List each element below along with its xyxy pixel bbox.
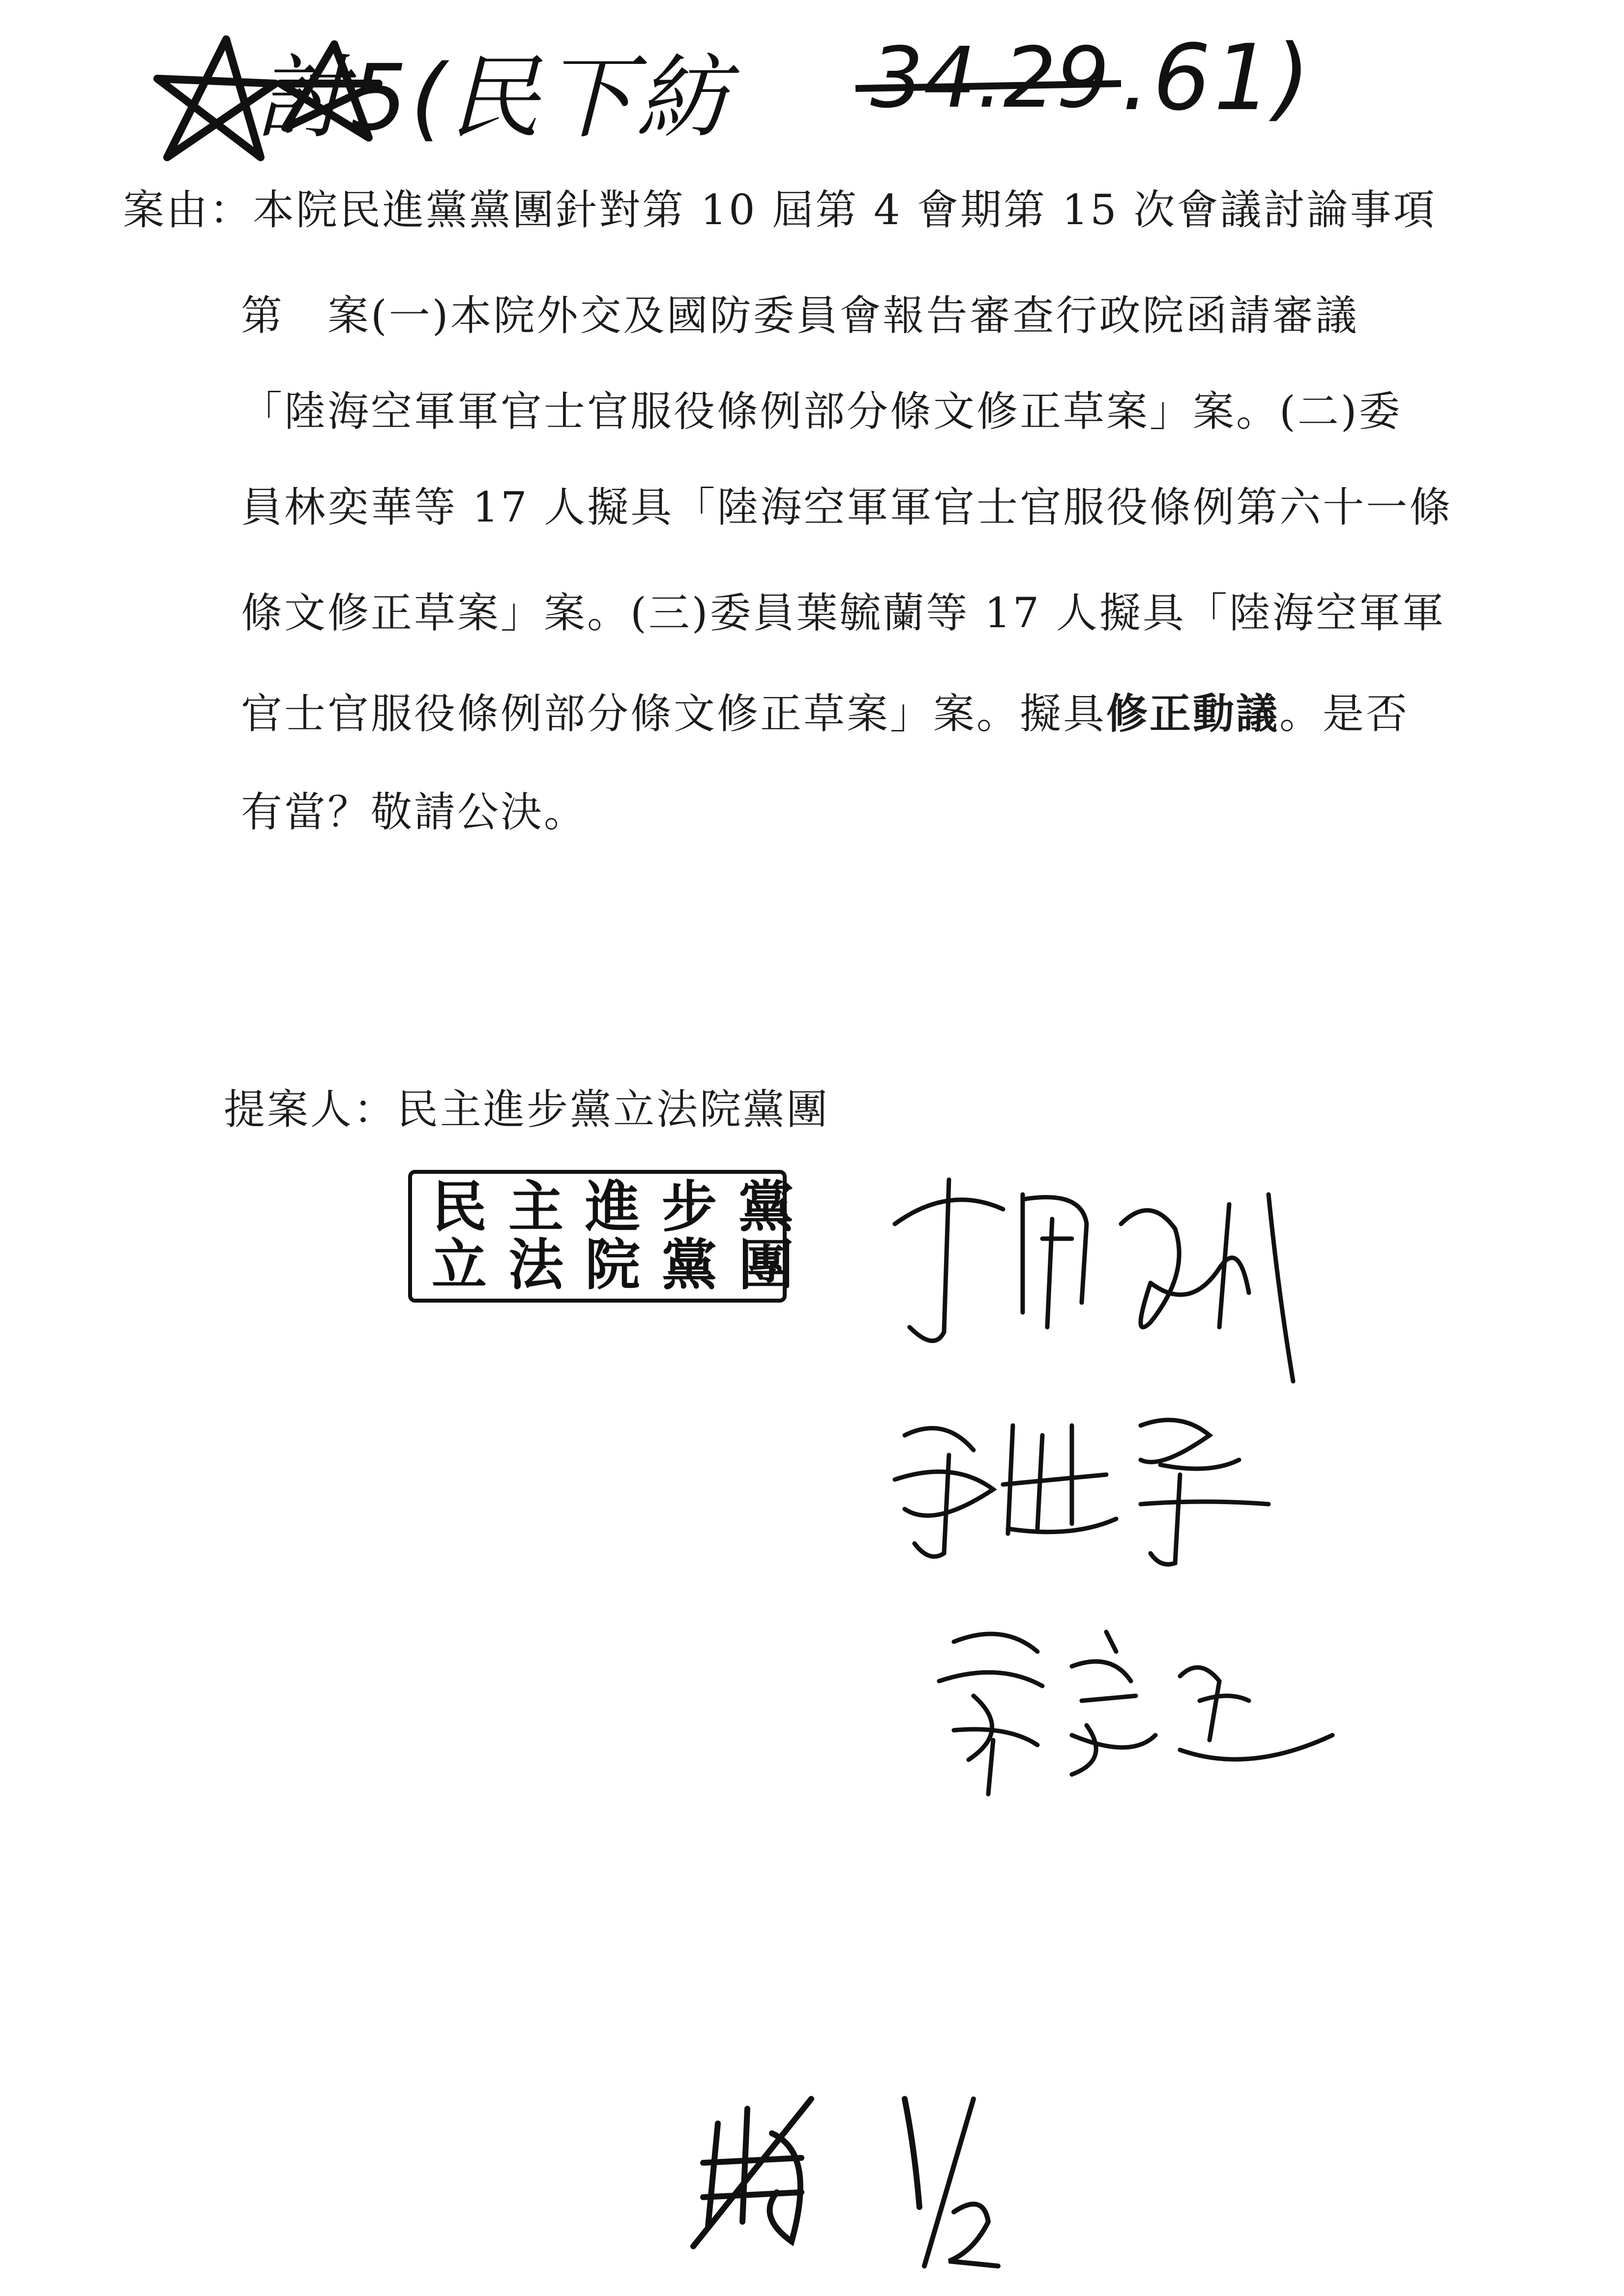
signature-1 (875, 1165, 1318, 1401)
body-line-6-end: 。是否 (1279, 690, 1410, 738)
handwritten-struck-date: 34.29 (870, 29, 1110, 127)
reviewer-mark (674, 2079, 836, 2256)
body-line-4: 員林奕華等 17 人擬具「陸海空軍軍官士官服役條例第六十一條 (241, 483, 1453, 531)
stamp-row-1: 民主進步黨 (432, 1175, 815, 1240)
proposer-line (224, 1085, 830, 1133)
proposer-name: 民主進步黨立法院黨團 (397, 1085, 830, 1133)
signature-2 (885, 1406, 1288, 1568)
body-line-3: 「陸海空軍軍官士官服役條例部分條文修正草案」案。(二)委 (241, 387, 1402, 436)
proposer-label: 提案人： (224, 1085, 397, 1133)
party-caucus-stamp (408, 1170, 815, 1303)
subject-label: 案由： (123, 186, 253, 234)
subject-text: 本院民進黨黨團針對第 10 屆第 4 會期第 15 次會議討論事項 (253, 186, 1437, 234)
subject-line (123, 186, 1437, 234)
page-indicator-text (1008, 2089, 1024, 2101)
body-line-6 (241, 689, 1410, 738)
page-indicator (885, 2089, 1008, 2276)
handwritten-article-number: .61) (1121, 25, 1313, 131)
signature-3 (924, 1612, 1347, 1799)
body-line-6-start: 官士官服役條例部分條文修正草案」案。擬具 (241, 690, 1107, 738)
handwritten-case-number: 討5(民下紡 (256, 45, 731, 151)
body-line-5: 條文修正草案」案。(三)委員葉毓蘭等 17 人擬具「陸海空軍軍 (241, 589, 1446, 637)
body-line-7: 有當？敬請公決。 (241, 788, 588, 836)
amendment-motion-emphasis: 修正動議 (1106, 689, 1280, 738)
stamp-row-2: 立法院黨團 (432, 1233, 815, 1297)
body-line-2: 第 案(一)本院外交及國防委員會報告審查行政院函請審議 (241, 291, 1359, 340)
